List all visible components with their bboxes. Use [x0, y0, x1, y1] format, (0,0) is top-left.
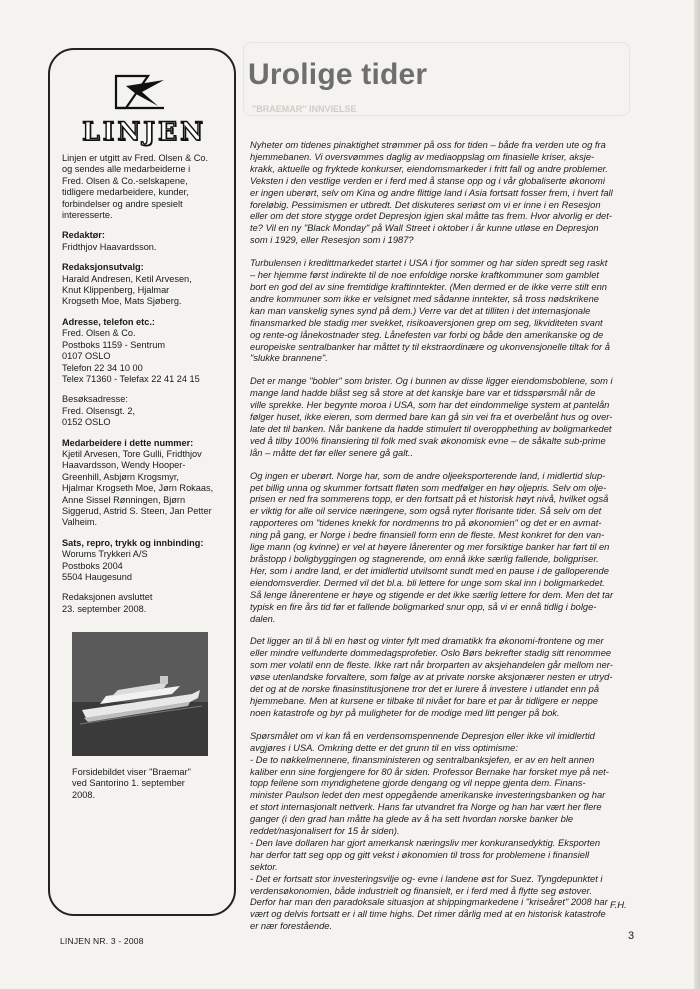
article-line: foreløbig. Pessimismen er utbredt. Det diskuteres seriøst om vi er inne i en Resesjon: [250, 199, 601, 210]
address-block: [62, 317, 230, 385]
article-line: er ingen uberørt, selv om Kina og andre flittige land i Asia fortsatt fosser frem, i hvert fall: [250, 187, 613, 198]
page-number: 3: [628, 930, 635, 942]
article-line: avgjøres i USA. Omkring dette er det grunn til en viss optimisme:: [250, 742, 518, 753]
article-line: lån – måtte det før eller senere gå galt..: [250, 447, 414, 458]
article-line: Veksten i den vestlige verden er i ferd med å stanse opp og i vår globaliserte økonomi: [250, 175, 605, 186]
colophon-text: [62, 153, 230, 624]
contributors-line: Haavardsson, Wendy Hooper-: [62, 460, 186, 471]
article-line: - Den lave dollaren har gjort amerkansk næringsliv mer konkuransedyktig. Eksporten: [250, 837, 601, 848]
intro-line: forbindelser og andre spesielt: [62, 198, 183, 209]
watermark-ship: "BRAEMAR" INNVIELSE: [252, 104, 357, 114]
photo-caption: [72, 767, 222, 801]
article-line: som i 1929, eller Resesjon som i 1987?: [250, 235, 414, 246]
visiting-line: Fred. Olsensgt. 2,: [62, 405, 136, 416]
contributors-heading: Medarbeidere i dette nummer:: [62, 437, 194, 448]
article-line: hjemmebane. Men at kursene er tilbake til nivået for bare et par år tidligere er neppe: [250, 695, 598, 706]
article-line: Så lenge lånerentene er høye og stigende er det ikke særlig lettere for dem. Men det tar: [250, 589, 614, 600]
printing-block: [62, 538, 230, 584]
page-edge: [694, 0, 700, 989]
committee-heading: Redaksjonsutvalg:: [62, 262, 144, 273]
article-line: er nær forestående.: [250, 921, 333, 932]
address-line: 0107 OSLO: [62, 351, 111, 362]
caption-line: Forsidebildet viser "Braemar": [72, 767, 191, 777]
article-line: ved å tilby 100% finansiering til folk med svak økonomisk evne – de såkalte sub-prime: [250, 435, 606, 446]
article-line: ville sprekke. Her begynte moroa i USA, som har det eindommelige system at pantelån: [250, 400, 610, 411]
printing-line: 5504 Haugesund: [62, 572, 132, 582]
committee-block: [62, 262, 230, 308]
article-line: ning på gang, er Norge i bedre finansiell form enn de fleste. Mest konkret for den van-: [250, 530, 605, 541]
contributors-line: Hjalmar Krogseth Moe, Jørn Rokaas,: [62, 483, 214, 494]
intro-block: [62, 153, 230, 221]
issue-footer: LINJEN NR. 3 - 2008: [60, 936, 144, 946]
intro-line: interesserte.: [62, 210, 113, 221]
article-line: ganger (i den grad han måtte ha glede av å ha sett hvordan norske banker ble: [250, 814, 574, 825]
article-line: Og ingen er uberørt. Norge har, som de andre oljeeksporterende land, i midlertid slup-: [250, 470, 606, 481]
contributors-line: Anne Sissel Rønningen, Bjørn: [62, 494, 186, 505]
address-line: Postboks 1159 - Sentrum: [62, 339, 165, 350]
masthead-title: LINJEN: [82, 116, 206, 146]
article-line: bråstopp i boligbyggingen og stagnerende, om ennå ikke særlig fallende, boligpriser.: [250, 554, 599, 564]
article-line: er viktig for alle oil service næringene, som også nyter florisante tider. Så selv om det: [250, 506, 602, 517]
article-line: Spørsmålet om vi kan få en verdensomspennende Depresjon eller ikke vil imidlertid: [250, 730, 595, 741]
masthead: [62, 116, 226, 146]
colophon-sidebar: [48, 48, 236, 916]
article-line: finansmarked ble stadig mer svekket, risikoaversjonen grep om seg, likviditeten svant: [250, 317, 603, 328]
deadline-block: [62, 592, 230, 615]
caption-line: ved Santorino 1. september: [72, 778, 185, 789]
article-paragraph: [250, 471, 642, 626]
article-line: typisk en fire års tid før et fallende boligmarked snur opp, så vi er ennå tidlig i bolgе-: [250, 601, 597, 612]
article-line: rapporteres om "tidenes knekk for nordmenns tro på økonomien" og det er en avmat-: [250, 518, 602, 529]
contributors-line: Siggerud, Astrid S. Steen, Jan Petter: [62, 505, 212, 516]
cover-ship-photo: [72, 632, 208, 756]
address-line: Telex 71360 - Telefax 22 41 24 15: [62, 373, 200, 384]
article-paragraph: [250, 258, 642, 365]
visiting-address-block: [62, 394, 230, 428]
deadline-line: 23. september 2008.: [62, 603, 147, 614]
article-paragraph: [250, 376, 642, 459]
article-line: Nyheter om tidenes pinaktighet strømmer på oss for tiden – både fra verden ute og fra: [250, 140, 606, 150]
article-line: Turbulensen i kredittmarkedet startet i USA i fjor sommer og har siden spredt seg raskt: [250, 258, 608, 269]
caption-line: 2008.: [72, 789, 95, 800]
intro-line: tidligere medarbeidere, kunder,: [62, 187, 189, 198]
article-line: bort en god del av sine fremtidige kraftinntekter. (Men dermed er de ikke verre stilt enn: [250, 281, 607, 292]
article-line: vært og delvis fortsatt er i all time highs. Det rimer dårlig med at en historisk katastrofe: [250, 909, 606, 920]
article-line: noen katastrofe og byr på muligheter for de modige med litt penger på bok.: [250, 707, 560, 718]
article-line: te? Vil en ny "Black Monday" på Wall Street i oktober i år kunne utløse en Depresjon: [250, 223, 599, 234]
committee-line: Knut Klippenberg, Hjalmar: [62, 285, 170, 296]
address-heading: Adresse, telefon etc.:: [62, 316, 155, 327]
printing-line: Worums Trykkeri A/S: [62, 549, 148, 560]
article-line: dalen.: [250, 613, 276, 624]
article-line: Det er mange "bobler" som brister. Og i bunnen av disse ligger eiendomsboblene, som i: [250, 376, 613, 387]
deadline-line: Redaksjonen avsluttet: [62, 592, 153, 603]
article-line: Derfor har man den paradoksale situasjon at shippingmarkedene i "kriseåret" 2008 har: [250, 897, 608, 908]
committee-line: Harald Andresen, Ketil Arvesen,: [62, 273, 192, 284]
article-line: verdensøkonomien, både industrielt og finansielt, er i ferd med å flytte seg østover.: [250, 885, 592, 896]
cruise-ship-image: [72, 632, 208, 756]
article-line: som mer volatil enn de fleste. Ikke rart når brorparten av aksjehandelen går mellom ner-: [250, 660, 613, 671]
article-line: europeiske sentralbanker har måttet ty til ekstraordinære og ukonvensjonelle tiltak for å: [250, 341, 610, 352]
address-line: Telefon 22 34 10 00: [62, 362, 143, 373]
article-line: – her hjemme først indirekte til de noe enfoldige norske kraftkommuner som gamblet: [250, 270, 599, 281]
fred-olsen-logo-icon: [112, 72, 168, 112]
address-line: Fred. Olsen & Co.: [62, 328, 136, 339]
article-line: og rente-og lånekostnader steg. Lånefesten var forbi og både den amerikanske og de: [250, 329, 604, 340]
article-line: "slukke brannene".: [250, 353, 328, 364]
article-line: andre kommuner som ikke er velsignet med sådanne inntekter, så tross nødskrikene: [250, 293, 599, 304]
visiting-line: Besøksadresse:: [62, 394, 128, 405]
contributors-line: Greenhill, Asbjørn Krogsmyr,: [62, 471, 179, 482]
article-line: krakk, aktuelle og fryktede konkurser, eiendomsmarkeder i fritt fall og andre problemer.: [250, 163, 608, 174]
article-line: minister Paulson ledet den mest oppegående amerikanske investeringsbanken og har: [250, 790, 606, 801]
article-paragraph: [250, 731, 642, 933]
intro-line: Fred. Olsen & Co.-selskapene,: [62, 175, 188, 186]
contributors-line: Kjetil Arvesen, Tore Gulli, Fridthjov: [62, 448, 202, 459]
editor-block: [62, 230, 230, 253]
article-line: kaliber enn sine forgjengere for 80 år siden. Professor Bernake har forsket mye på net-: [250, 766, 609, 777]
article-line: vøse utenlandske forvaltere, som følge av at private norske aksjonærer nesten er utryd-: [250, 672, 613, 683]
author-signature: F.H.: [610, 900, 627, 911]
article-line: reddet/nasjonalisert for 15 år siden).: [250, 826, 400, 837]
article-line: eller om det store stygge ordet Depresjon igjen skal måtte tas frem. Hvor alvorlig er det-: [250, 211, 612, 222]
article-line: eiendomsverdier. Dermed vil det bl.a. bli lettere for unge som skal inn i boligmarkedet.: [250, 577, 605, 588]
editor-name: Fridthjov Haavardsson.: [62, 241, 157, 252]
committee-line: Krogseth Moe, Mats Sjøberg.: [62, 296, 182, 307]
contributors-block: [62, 438, 230, 529]
intro-line: og sendes alle medarbeiderne i: [62, 164, 191, 175]
editor-heading: Redaktør:: [62, 230, 105, 241]
article-line: - De to nøkkelmennene, finansministeren og sentralbanksjefen, er av en helt annen: [250, 754, 595, 765]
article-line: - Det er fortsatt stor investeringsvilje og- evne i landene øst for Suez. Tyngdepunktet i: [250, 873, 603, 884]
contributors-line: Valheim.: [62, 517, 98, 528]
printing-line: Postboks 2004: [62, 560, 123, 571]
article-line: late det til banken. Når bankene da hadde stimulert til overopphething av boligmarkedet: [250, 423, 612, 434]
printing-heading: Sats, repro, trykk og innbinding:: [62, 537, 204, 548]
article-line: Det ligger an til å bli en høst og vinter fylt med dramatikk fra økonomi-frontene og mer: [250, 636, 604, 647]
article-line: et stort internasjonalt nettverk. Hans far utvandret fra Norge og han har vært her flere: [250, 802, 602, 813]
article-body: [250, 140, 642, 944]
article-line: det og at de norske finasinstitusjonene tror det er lurere å investere i utlandet enn på: [250, 684, 600, 695]
article-line: topp feilene som myndighetene gjorde dengang og vil neppe gjenta dem. Finans-: [250, 778, 586, 789]
article-line: kan man vanskelig synes synd på dem.) Verre var det at tilliten i det internasjonale: [250, 305, 591, 316]
article-line: sektor.: [250, 861, 278, 872]
article-line: har derfor tatt seg opp og gitt vekst i økonomien til tross for problemene i finansiell: [250, 849, 590, 860]
article-title: Urolige tider: [248, 58, 428, 91]
article-line: eller mindre velfunderte dommedagsprofetier. Oslo Børs bekrefter stadig sitt renommee: [250, 648, 612, 659]
article-line: følger huset, ikke eieren, som dermed bare kan gå sin vei fra et overbelånt hus og over-: [250, 412, 613, 423]
article-line: hjemmebanen. Vi oversvømmes daglig av mediaoppslag om finasielle kriser, aksje-: [250, 151, 595, 162]
article-line: pet billig unna og skummer fortsatt fløten som medfølger en høy oljepris. Selv om olje-: [250, 482, 607, 493]
article-paragraph: [250, 636, 642, 719]
article-line: lige mann (og kvinne) er vel at høyere lånerenter og mer forsiktige banker har ført til en: [250, 542, 610, 553]
article-paragraph: [250, 140, 642, 247]
article-line: mange land hadde blåst seg så store at det kanskje bare var et tidsspørsmål når de: [250, 388, 596, 399]
intro-line: Linjen er utgitt av Fred. Olsen & Co.: [62, 153, 209, 163]
visiting-line: 0152 OSLO: [62, 417, 111, 428]
article-line: prisen er ned fra sommerens topp, er den fortsatt på et historisk høyt nivå, hvilket også: [250, 494, 609, 505]
article-line: Her, som i andre land, er det imidlertid utvilsomt sundt med en pause i de galloperende: [250, 565, 609, 576]
